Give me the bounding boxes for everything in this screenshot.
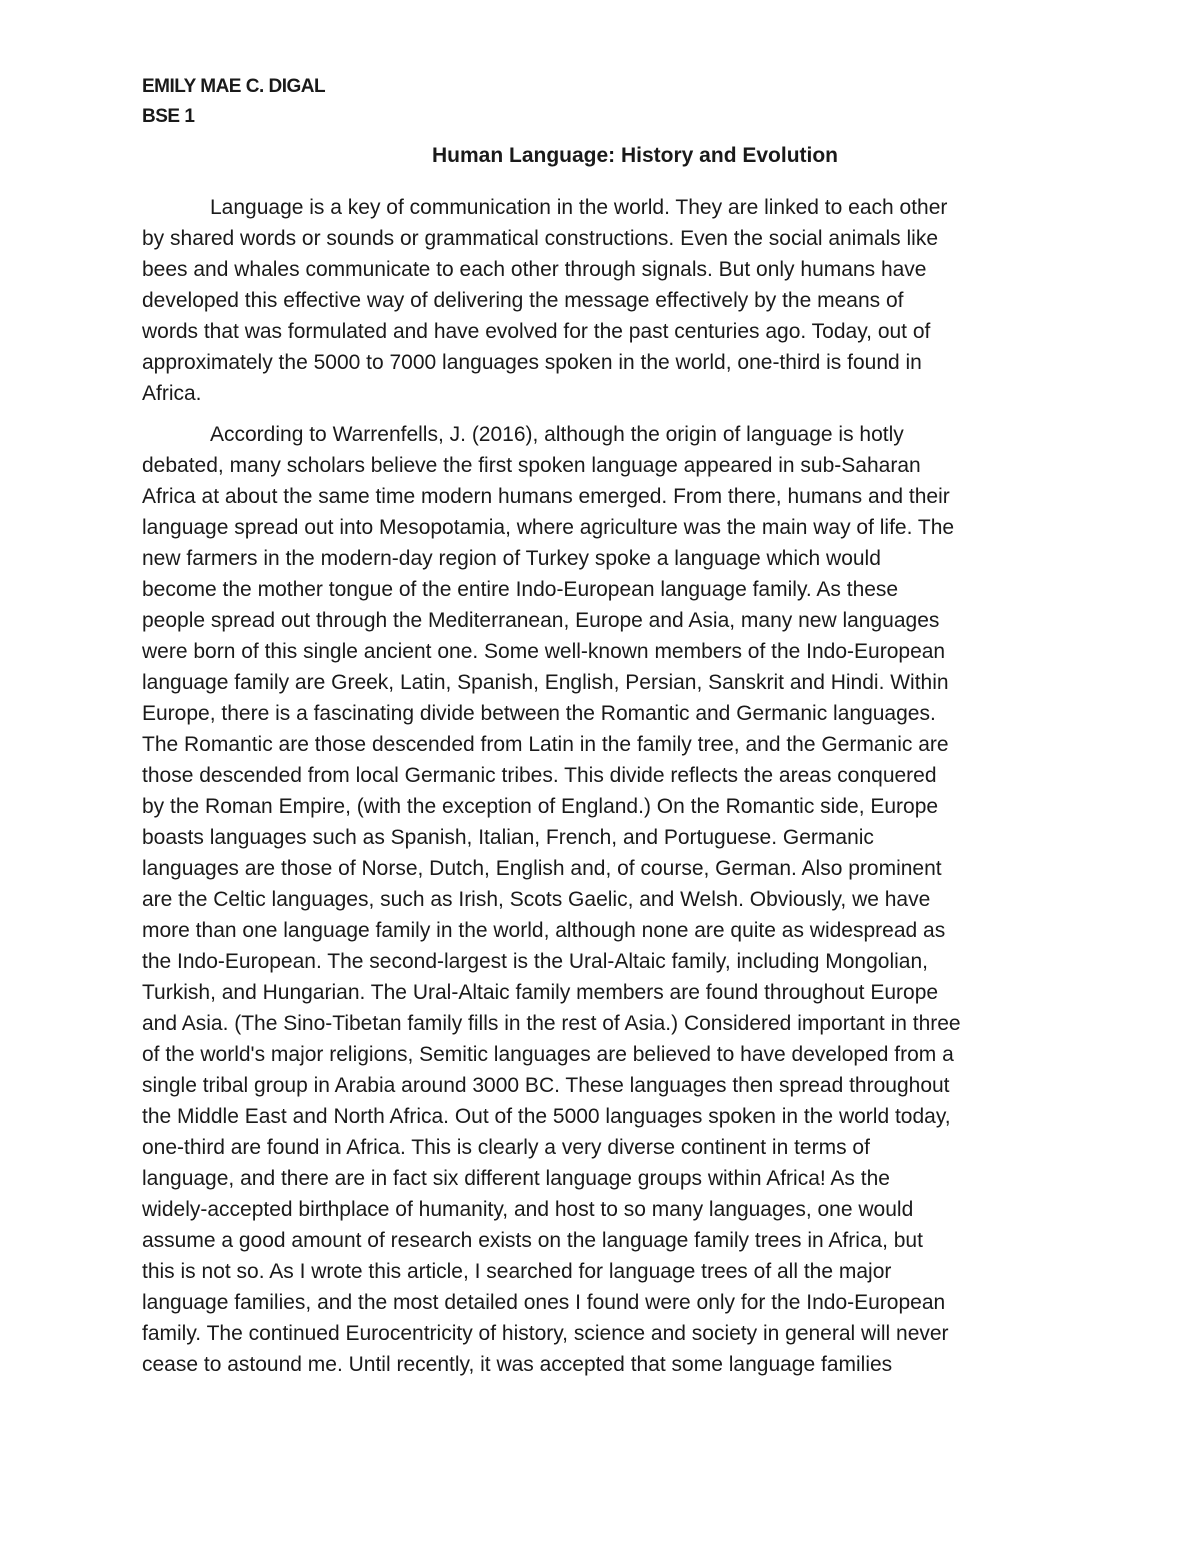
- paragraph-line: single tribal group in Arabia around 3000 BC. These languages then spread throughout: [142, 1074, 950, 1097]
- paragraph-line: According to Warrenfells, J. (2016), although the origin of language is hotly: [210, 423, 904, 446]
- paragraph-line: by shared words or sounds or grammatical constructions. Even the social animals like: [142, 227, 939, 250]
- paragraph-line: languages are those of Norse, Dutch, English and, of course, German. Also prominent: [142, 857, 942, 880]
- paragraph-line: Africa at about the same time modern humans emerged. From there, humans and their: [142, 485, 950, 508]
- paragraph-line: the Indo-European. The second-largest is the Ural-Altaic family, including Mongolian,: [142, 950, 928, 973]
- paragraph-line: the Middle East and North Africa. Out of the 5000 languages spoken in the world today,: [142, 1105, 951, 1128]
- essay-body: [142, 192, 1072, 1390]
- paragraph-line: Europe, there is a fascinating divide between the Romantic and Germanic languages.: [142, 702, 936, 725]
- paragraph-line: The Romantic are those descended from Latin in the family tree, and the Germanic are: [142, 733, 949, 756]
- paragraph-line: those descended from local Germanic tribes. This divide reflects the areas conquered: [142, 764, 937, 787]
- paragraph-line: this is not so. As I wrote this article, I searched for language trees of all the major: [142, 1260, 892, 1283]
- essay-title: Human Language: History and Evolution: [431, 144, 839, 167]
- paragraph: [142, 419, 1072, 1380]
- author-section: BSE 1: [142, 106, 195, 127]
- paragraph-line: new farmers in the modern-day region of Turkey spoke a language which would: [142, 547, 881, 570]
- paragraph-line: Language is a key of communication in the world. They are linked to each other: [210, 196, 948, 219]
- paragraph-line: boasts languages such as Spanish, Italian, French, and Portuguese. Germanic: [142, 826, 874, 849]
- paragraph-line: language family are Greek, Latin, Spanish, English, Persian, Sanskrit and Hindi. Within: [142, 671, 949, 694]
- paragraph-line: and Asia. (The Sino-Tibetan family fills in the rest of Asia.) Considered important in three: [142, 1012, 961, 1035]
- paragraph-line: bees and whales communicate to each other through signals. But only humans have: [142, 258, 927, 281]
- paragraph-line: language, and there are in fact six different language groups within Africa! As the: [142, 1167, 890, 1190]
- paragraph-line: more than one language family in the world, although none are quite as widespread as: [142, 919, 946, 942]
- paragraph-line: language families, and the most detailed ones I found were only for the Indo-European: [142, 1291, 946, 1314]
- paragraph-line: of the world's major religions, Semitic languages are believed to have developed from a: [142, 1043, 954, 1066]
- paragraph-line: words that was formulated and have evolved for the past centuries ago. Today, out of: [142, 320, 931, 343]
- paragraph-line: by the Roman Empire, (with the exception of England.) On the Romantic side, Europe: [142, 795, 939, 818]
- paragraph-line: are the Celtic languages, such as Irish, Scots Gaelic, and Welsh. Obviously, we have: [142, 888, 931, 911]
- paragraph-line: Africa.: [142, 382, 202, 405]
- paragraph-line: were born of this single ancient one. Some well-known members of the Indo-European: [142, 640, 946, 663]
- paragraph-line: widely-accepted birthplace of humanity, and host to so many languages, one would: [142, 1198, 914, 1221]
- author-header: [142, 72, 325, 132]
- paragraph-line: debated, many scholars believe the first spoken language appeared in sub-Saharan: [142, 454, 921, 477]
- paragraph-line: language spread out into Mesopotamia, where agriculture was the main way of life. The: [142, 516, 955, 539]
- paragraph-line: approximately the 5000 to 7000 languages spoken in the world, one-third is found in: [142, 351, 922, 374]
- paragraph-line: one-third are found in Africa. This is clearly a very diverse continent in terms of: [142, 1136, 870, 1159]
- paragraph-line: family. The continued Eurocentricity of history, science and society in general will never: [142, 1322, 949, 1345]
- author-name: EMILY MAE C. DIGAL: [142, 76, 326, 97]
- paragraph-line: developed this effective way of delivering the message effectively by the means of: [142, 289, 904, 312]
- paragraph-line: people spread out through the Mediterranean, Europe and Asia, many new languages: [142, 609, 940, 632]
- paragraph-line: become the mother tongue of the entire Indo-European language family. As these: [142, 578, 899, 601]
- paragraph-line: Turkish, and Hungarian. The Ural-Altaic family members are found throughout Europe: [142, 981, 939, 1004]
- paragraph-line: assume a good amount of research exists on the language family trees in Africa, but: [142, 1229, 923, 1252]
- paragraph: [142, 192, 1072, 409]
- paragraph-line: cease to astound me. Until recently, it was accepted that some language families: [142, 1353, 893, 1376]
